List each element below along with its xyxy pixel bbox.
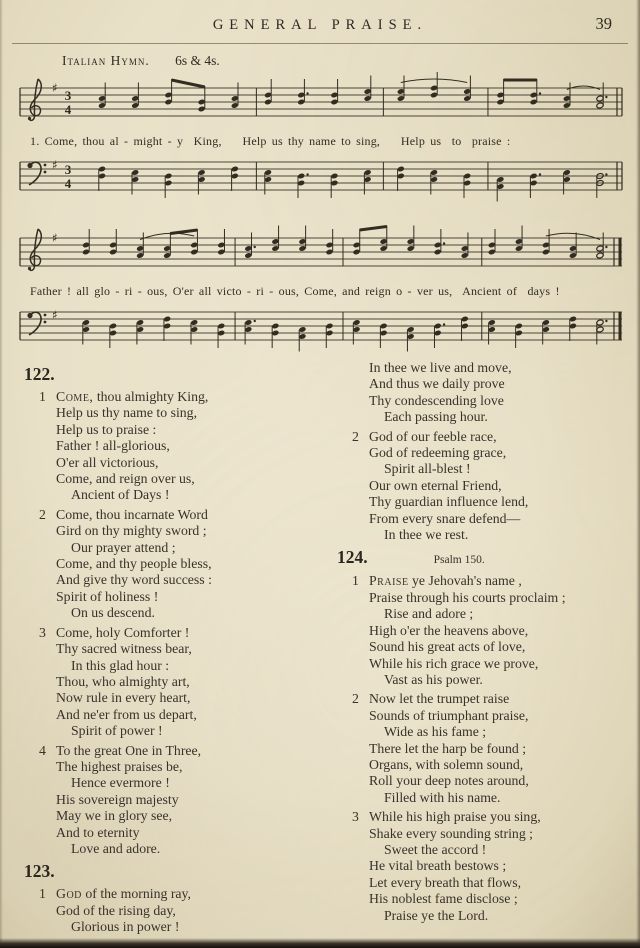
verse-text: Ancient of Days ! (71, 487, 170, 503)
verse-number: 3 (39, 624, 46, 640)
verse-line (24, 405, 327, 421)
bass-clef-icon (27, 162, 46, 185)
verse-line (337, 790, 624, 806)
system1-bass-staff (14, 150, 626, 208)
verse-number: 2 (39, 506, 46, 522)
sharp-sign-icon: ♯ (52, 308, 58, 322)
verse-number: 1 (39, 886, 46, 902)
lyrics-line-2: Father ! all glo - ri - ous, O'er all victo - ri - ous, Come, and reign o - ver us, Ancient of days ! (30, 284, 560, 298)
verse-text: Help us thy name to sing, (56, 405, 198, 421)
verse-text: High o'er the heavens above, (369, 622, 529, 638)
verse-line (24, 825, 327, 841)
verse-number: 1 (352, 573, 359, 589)
verse-line (337, 511, 624, 527)
verse-text: Help us to praise : (56, 421, 157, 437)
verse-line (337, 773, 624, 789)
verse-text: God of our feeble race, (369, 428, 497, 444)
verse-text: Spirit of power ! (71, 723, 163, 739)
verse-line (24, 589, 327, 605)
sharp-sign-icon: ♯ (52, 158, 58, 172)
verse-line (337, 478, 624, 494)
verse-number: 2 (352, 691, 359, 707)
verse-line (337, 527, 624, 543)
verse-text: Come, thou incarnate Word (56, 506, 208, 522)
system-gap (14, 208, 626, 220)
verse-number: 4 (39, 742, 46, 758)
verse-text: Gird on thy mighty sword ; (56, 523, 207, 539)
verse-text: He vital breath bestows ; (369, 858, 507, 874)
page-number: 39 (595, 14, 612, 33)
verse-lead-word: God (56, 886, 82, 902)
verse-line (337, 826, 624, 842)
verse-text: To the great One in Three, (56, 742, 202, 758)
verse-text: His sovereign majesty (56, 791, 179, 807)
verse-line (24, 707, 327, 723)
verse-line (24, 523, 327, 539)
verse-line (337, 708, 624, 724)
verse-text: Thy condescending love (369, 392, 504, 408)
system1-treble-staff (14, 70, 626, 134)
verse-line (24, 919, 327, 935)
verse-number: 2 (352, 428, 359, 444)
verse-line (24, 690, 327, 706)
verse-text: And ne'er from us depart, (56, 706, 197, 722)
verse-text: Each passing hour. (384, 409, 488, 425)
verse-line (337, 724, 624, 740)
verse-text: May we in glory see, (56, 808, 173, 824)
verse-line (24, 540, 327, 556)
verse-text: And give thy word success : (56, 572, 212, 588)
verse-text: Come, and reign over us, (56, 471, 195, 487)
verse-line (337, 494, 624, 510)
verse-line (337, 461, 624, 477)
verse-text: In this glad hour : (71, 657, 170, 673)
sharp-sign-icon: ♯ (52, 81, 58, 95)
verse-text: Glorious in power ! (71, 919, 180, 935)
verse-text: Come, and thy people bless, (56, 556, 212, 572)
verse-text: Love and adore. (71, 840, 161, 856)
verse-text: Our own eternal Friend, (369, 477, 502, 493)
verse-line (337, 445, 624, 461)
verse-text: Hence evermore ! (71, 775, 170, 791)
verse-line (24, 625, 327, 641)
verse-text: Now let the trumpet raise (369, 691, 510, 707)
verse-text: While his rich grace we prove, (369, 655, 539, 671)
header-rule (12, 43, 628, 44)
verse-line (24, 507, 327, 523)
verse-text: God of redeeming grace, (369, 445, 507, 461)
verse-line (24, 792, 327, 808)
hymn-heading (24, 861, 327, 883)
verse-line (24, 487, 327, 503)
verse-text: of the morning ray, (81, 886, 191, 902)
verse-line (24, 775, 327, 791)
hymn-heading (337, 547, 624, 570)
staff-notes (98, 72, 608, 112)
hymn-heading (24, 364, 327, 386)
verse-number: 1 (39, 389, 46, 404)
verse-line (337, 606, 624, 622)
verse-text: Praise ye the Lord. (384, 907, 489, 923)
verse-text: His noblest fame disclose ; (369, 891, 518, 907)
right-column (337, 360, 624, 936)
verse-text: While his high praise you sing, (369, 809, 541, 825)
running-head: GENERAL PRAISE. (212, 17, 428, 33)
verse-text: Shake every sounding string ; (369, 825, 534, 841)
verse-text: In thee we live and move, (369, 360, 512, 375)
verse-text: O'er all victorious, (56, 454, 159, 470)
verse-number: 3 (352, 809, 359, 825)
verse-text: Thy sacred witness bear, (56, 641, 192, 657)
tune-title: Italian Hymn. (62, 53, 150, 68)
verse-text: Praise through his courts proclaim ; (369, 589, 566, 605)
hymn-number: 124. (337, 547, 368, 568)
hymn-number: 122. (24, 364, 55, 384)
page-edge-bottom (0, 938, 640, 948)
verse-text: Organs, with solemn sound, (369, 756, 524, 772)
verse-line (337, 891, 624, 907)
verse-line (337, 360, 624, 376)
time-signature-top: 3 (64, 162, 72, 177)
verse-line (337, 842, 624, 858)
bass-clef-icon (27, 312, 46, 335)
verse-text: Father ! all-glorious, (56, 438, 170, 454)
system2-treble-staff (14, 220, 626, 284)
verse-text: And to eternity (56, 824, 140, 840)
verse-line (24, 438, 327, 454)
verse-line (24, 903, 327, 919)
verse-line (24, 422, 327, 438)
verse-text: From every snare defend— (369, 510, 521, 526)
verse-line (24, 759, 327, 775)
verse-line (337, 393, 624, 409)
verse-text: Let every breath that flows, (369, 874, 522, 890)
verse-line (24, 743, 327, 759)
hymn-subtitle: Psalm 150. (433, 554, 485, 567)
page-edge-left (0, 0, 3, 948)
verse-line (24, 455, 327, 471)
verse-text: In thee we rest. (384, 527, 469, 543)
verse-line (337, 656, 624, 672)
verse-line (24, 605, 327, 621)
verse-text: Sweet the accord ! (384, 841, 487, 857)
verse-line (24, 674, 327, 690)
verse-lead-word: Come, (56, 389, 94, 404)
verse-text: Come, holy Comforter ! (56, 624, 190, 640)
verse-line (337, 376, 624, 392)
verse-text: Now rule in every heart, (56, 690, 191, 706)
left-column (24, 360, 327, 936)
treble-clef-icon (28, 79, 41, 120)
staff-notes (82, 226, 608, 259)
verse-line (337, 691, 624, 707)
tune-meter: 6s & 4s. (175, 53, 220, 68)
verse-text: Wide as his fame ; (384, 724, 487, 740)
verse-text: Spirit all-blest ! (384, 461, 471, 477)
page-edge-right (636, 0, 640, 948)
lyrics-line-1: 1. Come, thou al - might - y King, Help us thy name to sing, Help us to praise : (30, 134, 511, 148)
treble-clef-icon (28, 229, 41, 270)
time-signature-bottom: 4 (64, 176, 72, 191)
time-signature-top: 3 (64, 88, 72, 103)
staff-notes (98, 166, 608, 202)
verse-line (24, 389, 327, 405)
verse-line (337, 809, 624, 825)
verse-text: Sounds of triumphant praise, (369, 707, 529, 723)
verse-text: thou almighty King, (93, 389, 209, 404)
verse-line (337, 908, 624, 924)
verse-line (337, 741, 624, 757)
verse-line (24, 723, 327, 739)
sharp-sign-icon: ♯ (52, 231, 58, 245)
verse-lead-word: Praise (369, 573, 409, 589)
verse-line (24, 572, 327, 588)
verse-text: Vast as his power. (384, 671, 483, 687)
verse-text: And thus we daily prove (369, 376, 505, 392)
verse-line (24, 556, 327, 572)
system2-bass-staff (14, 300, 626, 358)
verse-line (337, 639, 624, 655)
verse-line (337, 672, 624, 688)
hymn-text-columns (24, 360, 624, 936)
verse-line (337, 858, 624, 874)
staff-notes (82, 316, 608, 352)
verse-line (337, 573, 624, 589)
verse-text: Rise and adore ; (384, 606, 474, 622)
verse-text: Spirit of holiness ! (56, 588, 159, 604)
verse-line (24, 886, 327, 902)
verse-line (24, 658, 327, 674)
hymn-number: 123. (24, 861, 55, 882)
verse-text: Our prayer attend ; (71, 539, 176, 555)
verse-line (337, 409, 624, 425)
verse-text: Sound his great acts of love, (369, 639, 526, 655)
verse-text: Thou, who almighty art, (56, 673, 190, 689)
verse-line (337, 429, 624, 445)
verse-line (337, 590, 624, 606)
verse-text: The highest praises be, (56, 758, 183, 774)
verse-text: ye Jehovah's name , (408, 573, 522, 589)
verse-line (337, 875, 624, 891)
verse-line (337, 623, 624, 639)
verse-text: Filled with his name. (384, 789, 501, 805)
verse-line (24, 808, 327, 824)
verse-text: On us descend. (71, 605, 155, 621)
time-signature-bottom: 4 (64, 102, 72, 117)
verse-text: Thy guardian influence lend, (369, 494, 529, 510)
verse-text: Roll your deep notes around, (369, 773, 529, 789)
verse-text: There let the harp be found ; (369, 740, 527, 756)
sheet-music (14, 70, 626, 358)
verse-line (24, 841, 327, 857)
verse-line (337, 757, 624, 773)
tune-caption (62, 53, 220, 69)
verse-line (24, 641, 327, 657)
verse-text: God of the rising day, (56, 902, 176, 918)
verse-line (24, 471, 327, 487)
